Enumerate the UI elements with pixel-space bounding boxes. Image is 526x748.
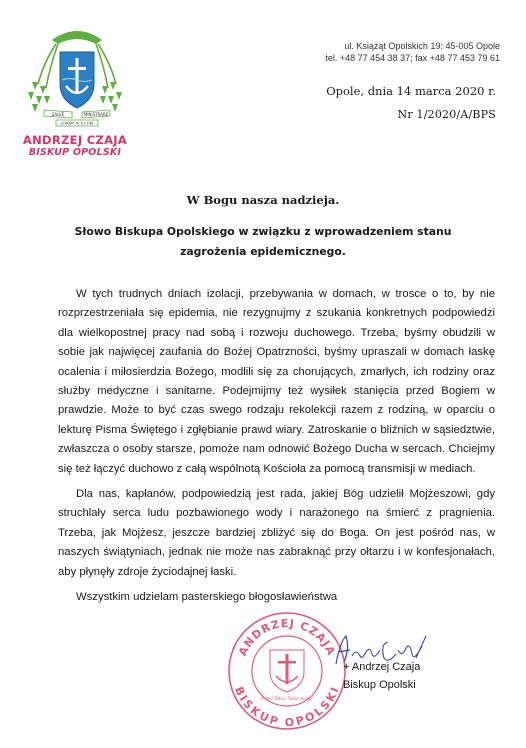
motto-heading: W Bogu nasza nadzieja. bbox=[186, 193, 340, 207]
blessing-line: Wszystkim udzielam pasterskiego błogosławieństwa bbox=[76, 591, 338, 604]
bishop-title: BISKUP OPOLSKI bbox=[28, 147, 122, 158]
stamp-bottom-text: BISKUP OPOLSKI bbox=[231, 684, 343, 730]
stamp-inner-text: Przed Tobą i Tobie służyć bbox=[260, 696, 314, 701]
svg-text:MINISTRARE: MINISTRARE bbox=[83, 112, 109, 117]
signature-title: Biskup Opolski bbox=[343, 679, 416, 691]
subject-line-1: Słowo Biskupa Opolskiego w związku z wprowadzeniem stanu bbox=[74, 225, 452, 238]
svg-text:BISKUP OPOLSKI bbox=[232, 685, 342, 729]
svg-text:ANDRZEJ CZAJA bbox=[236, 617, 338, 658]
svg-text:CORAM TE ET TIBI: CORAM TE ET TIBI bbox=[60, 121, 94, 126]
reference-number: Nr 1/2020/A/BPS bbox=[397, 108, 496, 121]
coat-of-arms-logo bbox=[22, 22, 132, 132]
subject-line-2: zagrożenia epidemicznego. bbox=[180, 245, 346, 258]
body-paragraph-2: Dla nas, kapłanów, podpowiedzią jest rada, jakiej Bóg udzielił Mojżeszowi, gdy struchlały serca ludu pozbawionego wody i narażonego na śmierć z pragnienia. Trzeba, jak Mojżesz, jeszcze bardziej zbliżyć się do Boga. On jest pośród nas, w naszych świątyniach, jednak nie może nas zabraknąć przy ołtarzu i w konfesjonałach, aby płynęły zdroje życiodajnej łaski. bbox=[58, 488, 495, 578]
stamp-top-text: ANDRZEJ CZAJA bbox=[236, 616, 338, 658]
letter-date: Opole, dnia 14 marca 2020 r. bbox=[326, 84, 496, 98]
svg-text:SALVE: SALVE bbox=[51, 112, 65, 117]
signature-name: + Andrzej Czaja bbox=[343, 661, 421, 673]
phone-line: tel. +48 77 454 38 37; fax +48 77 453 79 61 bbox=[325, 53, 500, 63]
bishop-name: ANDRZEJ CZAJA bbox=[22, 133, 128, 147]
address-line: ul. Książąt Opolskich 19; 45-005 Opole bbox=[344, 41, 500, 51]
body-paragraph-1: W tych trudnych dniach izolacji, przebywania w domach, w trosce o to, by nie rozprzestrzeniała się epidemia, nie rezygnujmy z szukania konkretnych podpowiedzi dla wielkopostnej pracy nad sobą i rozwoju duchowego. Trzeba, byśmy obudzili w sobie jak najwięcej zaufania do Bożej Opatrzności, byśmy upraszali w domach łaskę ocalenia i miłosierdzia Bożego, modlili się za chorujących, zmarłych, ich rodziny oraz służby medyczne i sanitarne. Podejmijmy też wysiłek stanięcia przed Bogiem w prawdzie. Może to być czas swego rodzaju rekolekcji razem z rodziną, w oparciu o lekturę Pisma Świętego i zgłębianie prawd wiary. Zatroskanie o bliźnich w sąsiedztwie, zwłaszcza o osoby starsze, pomoże nam odnowić Bożego Ducha w sercach. Chciejmy się też łączyć duchowo z całą wspólnotą Kościoła za pomocą transmisji w mediach. bbox=[58, 288, 495, 475]
letter-body bbox=[58, 285, 495, 608]
